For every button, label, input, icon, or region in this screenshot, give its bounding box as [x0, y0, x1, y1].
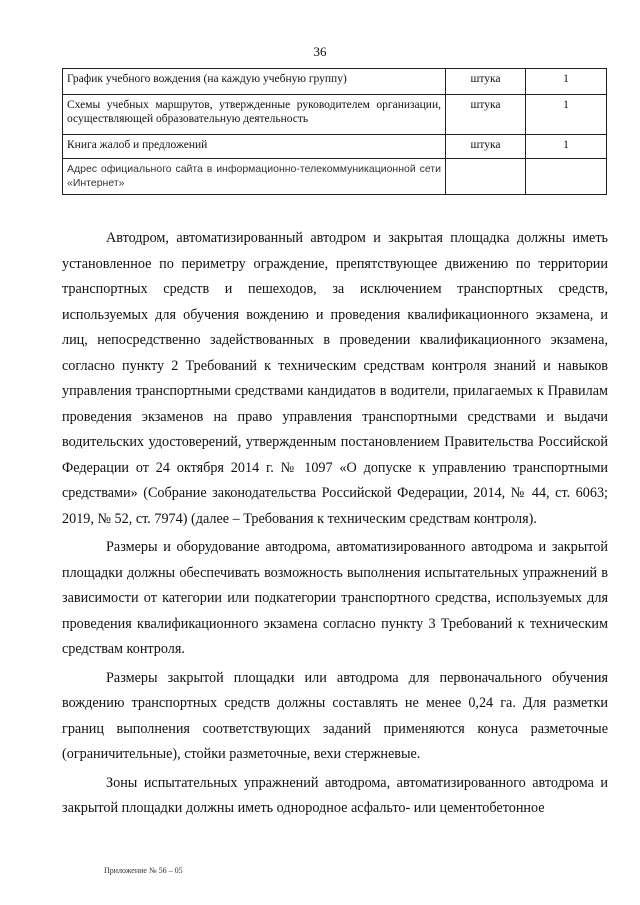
- paragraph: Размеры и оборудование автодрома, автоматизированного автодрома и закрытой площадки должны обеспечивать возможность выполнения испытательных упражнений в зависимости от категории или подкатегории транспортного средства, используемых для проведения квалификационного экзамена согласно пункту 3 Требований к техническим средствам контроля.: [62, 539, 608, 657]
- table-cell-unit: штука: [446, 135, 526, 159]
- table-row: [63, 135, 607, 159]
- table-cell-name: Адрес официального сайта в информационно-телекоммуникационной сети «Интернет»: [63, 159, 446, 195]
- paragraph: Зоны испытательных упражнений автодрома, автоматизированного автодрома и закрытой площадки должны иметь однородное асфальто- или цементобетонное: [62, 774, 608, 816]
- table-cell-unit: [446, 159, 526, 195]
- page-number: 36: [313, 44, 327, 59]
- table-cell-name: Схемы учебных маршрутов, утвержденные руководителем организации, осуществляющей образовательную деятельность: [63, 95, 446, 135]
- table-row: [63, 69, 607, 95]
- footer-note: Приложение № 56 – 05: [104, 866, 183, 875]
- table-cell-name: Книга жалоб и предложений: [63, 135, 446, 159]
- table-row: [63, 95, 607, 135]
- table-cell-qty: 1: [526, 135, 607, 159]
- paragraph: Автодром, автоматизированный автодром и закрытая площадка должны иметь установленное по периметру ограждение, препятствующее движению по территории транспортных средств и пешеходов, за исключением транспортных средств, используемых для обучения вождению и проведения квалификационного экзамена, и лиц, непосредственно задействованных в проведении квалификационного экзамена, согласно пункту 2 Требований к техническим средствам контроля знаний и навыков управления транспортными средствами кандидатов в водители, прилагаемых к Правилам проведения экзаменов на право управления транспортными средствами и выдачи водительских удостоверений, утвержденным постановлением Правительства Российской Федерации от 24 октября 2014 г. № 1097 «О допуске к управлению транспортными средствами» (Собрание законодательства Российской Федерации, 2014, № 44, ст. 6063; 2019, № 52, ст. 7974) (далее – Требования к техническим средствам контроля).: [62, 230, 608, 527]
- paragraph: Размеры закрытой площадки или автодрома для первоначального обучения вождению транспортных средств должны составлять не менее 0,24 га. Для разметки границ выполнения соответствующих заданий применяются конуса разметочные (ограничительные), стойки разметочные, вехи стержневые.: [62, 669, 608, 762]
- table-cell-unit: штука: [446, 95, 526, 135]
- equipment-table: [62, 68, 607, 195]
- table-row: [63, 159, 607, 195]
- table-cell-qty: [526, 159, 607, 195]
- table-cell-qty: 1: [526, 95, 607, 135]
- table-cell-qty: 1: [526, 69, 607, 95]
- table-cell-unit: штука: [446, 69, 526, 95]
- table-cell-name: График учебного вождения (на каждую учебную группу): [63, 69, 446, 95]
- body-text: [62, 226, 608, 825]
